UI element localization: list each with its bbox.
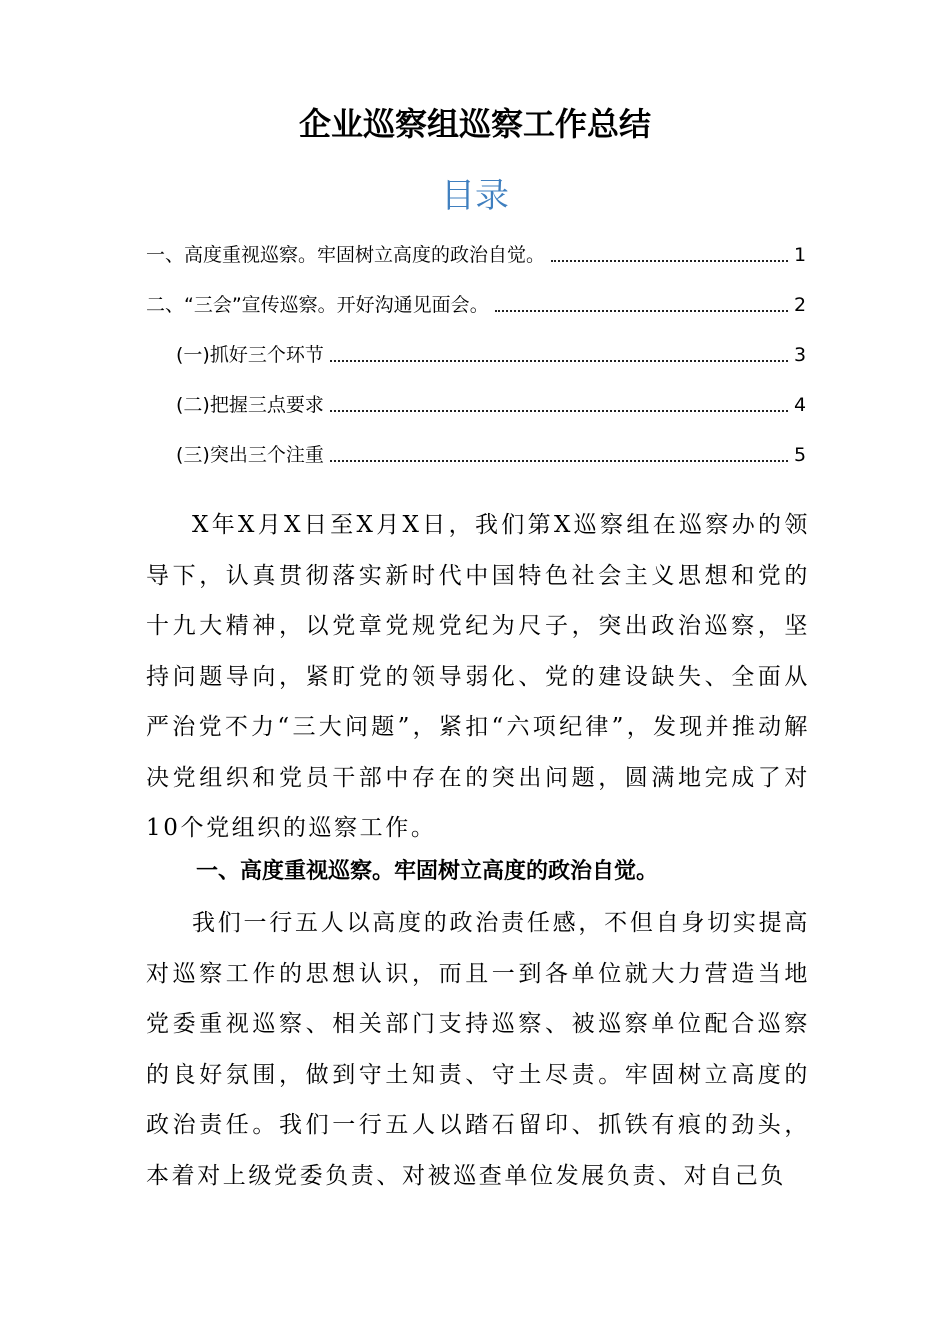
toc-heading: 目录 bbox=[441, 176, 509, 216]
toc-entry[interactable] bbox=[176, 340, 806, 370]
toc-dot-leader bbox=[330, 460, 788, 462]
body-paragraph: 我们一行五人以高度的政治责任感，不但自身切实提高对巡察工作的思想认识，而且一到各单位就大力营造当地党委重视巡察、相关部门支持巡察、被巡察单位配合巡察的良好氛围，做到守土知责、守土尽责。牢固树立高度的政治责任。我们一行五人以踏石留印、抓铁有痕的劲头，本着对上级党委负责、对被巡查单位发展负责、对自己负 bbox=[146, 910, 810, 1189]
toc-dot-leader bbox=[495, 310, 788, 312]
intro-paragraph: X年X月X日至X月X日，我们第X巡察组在巡察办的领导下，认真贯彻落实新时代中国特色社会主义思想和党的十九大精神，以党章党规党纪为尺子，突出政治巡察，坚持问题导向，紧盯党的领导弱化、党的建设缺失、全面从严治党不力“三大问题”，紧扣“六项纪律”，发现并推动解决党组织和党员干部中存在的突出问题，圆满地完成了对10个党组织的巡察工作。 bbox=[146, 512, 810, 841]
toc-entry-text: (三)突出三个注重 bbox=[176, 444, 324, 466]
toc-entry-text: 一、高度重视巡察。牢固树立高度的政治自觉。 bbox=[146, 244, 546, 266]
toc-entry[interactable] bbox=[146, 290, 806, 320]
toc-dot-leader bbox=[330, 360, 788, 362]
toc-page-number: 1 bbox=[794, 244, 807, 266]
toc-entry-text: (一)抓好三个环节 bbox=[176, 344, 324, 366]
toc-entry-text: (二)把握三点要求 bbox=[176, 394, 324, 416]
toc-page-number: 2 bbox=[794, 294, 807, 316]
toc-page-number: 4 bbox=[794, 394, 807, 416]
toc-page-number: 5 bbox=[794, 444, 807, 466]
toc-page-number: 3 bbox=[794, 344, 807, 366]
toc-entry[interactable] bbox=[146, 240, 806, 270]
toc-entry-text: 二、“三会”宣传巡察。开好沟通见面会。 bbox=[146, 294, 489, 316]
toc-dot-leader bbox=[330, 410, 788, 412]
section-heading: 一、高度重视巡察。牢固树立高度的政治自觉。 bbox=[196, 859, 659, 884]
toc-entry[interactable] bbox=[176, 390, 806, 420]
document-title: 企业巡察组巡察工作总结 bbox=[298, 105, 651, 143]
toc-dot-leader bbox=[551, 260, 788, 262]
toc-entry[interactable] bbox=[176, 440, 806, 470]
